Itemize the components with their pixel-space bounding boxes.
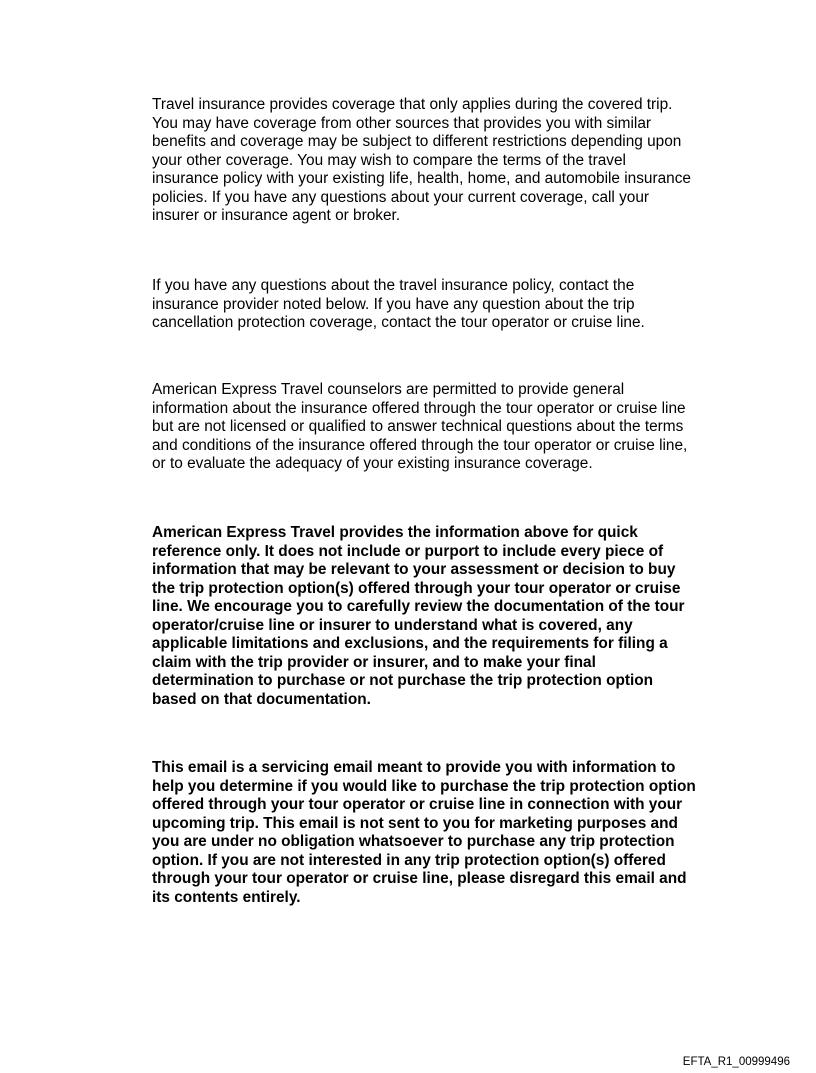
- servicing-email-notice: This email is a servicing email meant to provide you with information to help you determine if you would like to purchase the trip protection option offered through your tour operator or cruise line in connection with your upcoming trip. This email is not sent to you for marketing purposes and you are under no obligation whatsoever to purchase any trip protection option. If you are not interested in any trip protection option(s) offered through your tour operator or cruise line, please disregard this email and its contents entirely.: [152, 759, 696, 906]
- coverage-scope-paragraph: Travel insurance provides coverage that only applies during the covered trip. You may have coverage from other sources that provides you with similar benefits and coverage may be subject to different restrictions depending upon your other coverage. You may wish to compare the terms of the travel insurance policy with your existing life, health, home, and automobile insurance policies. If you have any questions about your current coverage, call your insurer or insurance agent or broker.: [152, 96, 691, 224]
- counselors-paragraph: American Express Travel counselors are permitted to provide general information about the insurance offered through the tour operator or cruise line but are not licensed or qualified to answer technical questions about the terms and conditions of the insurance offered through the tour operator or cruise line, or to evaluate the adequacy of your existing insurance coverage.: [152, 381, 688, 472]
- quick-reference-disclaimer: American Express Travel provides the information above for quick reference only. It does not include or purport to include every piece of information that may be relevant to your assessment or decision to buy the trip protection option(s) offered through your tour operator or cruise line. We encourage you to carefully review the documentation of the tour operator/cruise line or insurer to understand what is covered, any applicable limitations and exclusions, and the requirements for filing a claim with the trip provider or insurer, and to make your final determination to purchase or not purchase the trip protection option based on that documentation.: [152, 524, 685, 708]
- document-id-footer: EFTA_R1_00999496: [682, 1056, 790, 1068]
- contact-questions-paragraph: If you have any questions about the travel insurance policy, contact the insurance provider noted below. If you have any question about the trip cancellation protection coverage, contact the tour operator or cruise line.: [152, 277, 645, 331]
